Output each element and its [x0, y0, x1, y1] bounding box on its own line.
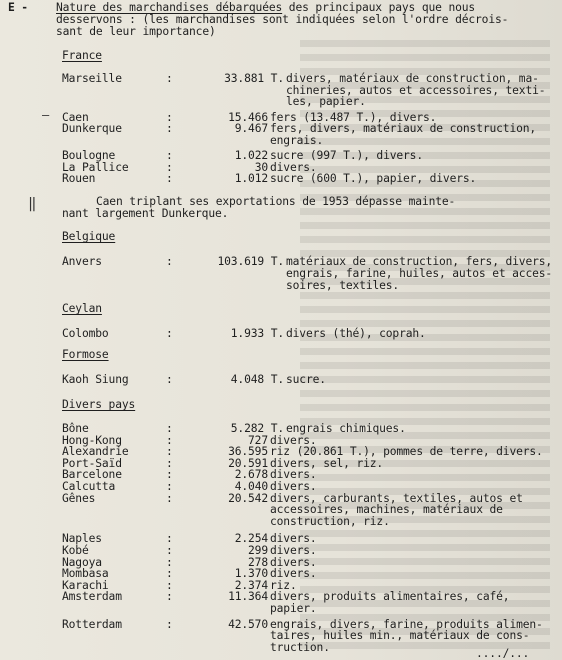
quantity: 1.022: [234, 149, 268, 162]
goods-description: accessoires, machines, matériaux de: [270, 503, 503, 517]
quantity: 42.570: [228, 617, 268, 631]
quantity: 2.678: [234, 468, 268, 482]
separator: :: [166, 590, 173, 604]
goods-description: divers, produits alimentaires, café,: [270, 590, 510, 604]
goods-description: papier.: [270, 602, 317, 615]
goods-description: divers, matériaux de construction, ma-: [286, 72, 539, 85]
quantity: 278: [248, 555, 268, 569]
goods-description: divers.: [270, 567, 317, 581]
port-name: Colombo: [62, 327, 109, 340]
goods-description: riz.: [270, 578, 297, 592]
separator: :: [166, 122, 173, 135]
port-name: Mombasa: [62, 567, 109, 581]
france-note-line-1: Caen triplant ses exportations de 1953 dépasse mainte-: [96, 195, 456, 208]
separator: :: [166, 373, 173, 386]
goods-description: sucre (997 T.), divers.: [270, 149, 423, 162]
separator: :: [166, 491, 173, 505]
port-name: Kobé: [62, 544, 89, 557]
port-name: Barcelone: [62, 468, 122, 482]
quantity: 15.466: [228, 110, 268, 124]
separator: :: [166, 617, 173, 631]
quantity: 2.374: [234, 578, 268, 592]
goods-description: divers.: [270, 160, 317, 174]
header-title-rest: des principaux pays que nous: [282, 1, 476, 14]
separator: :: [166, 532, 173, 546]
quantity: 30: [254, 160, 268, 174]
header-line-3: sant de leur importance): [56, 25, 216, 38]
quantity: 36.595: [228, 445, 268, 459]
goods-description: divers.: [270, 544, 317, 557]
quantity: 20.591: [228, 456, 268, 470]
separator: :: [166, 567, 173, 581]
goods-description: divers.: [270, 468, 317, 482]
quantity: 4.048 T.: [230, 373, 284, 386]
separator: :: [166, 544, 173, 557]
goods-description: truction.: [270, 640, 330, 654]
goods-description: divers (thé), coprah.: [286, 327, 426, 340]
separator: :: [166, 160, 173, 174]
port-name: Gênes: [62, 491, 96, 505]
quantity: 33.881 T.: [224, 72, 284, 85]
port-name: Amsterdam: [62, 590, 122, 604]
goods-description: divers.: [270, 480, 317, 493]
port-name: Kaoh Siung: [62, 373, 129, 386]
header-title: Nature des marchandises débarquées: [56, 1, 283, 14]
port-name: Dunkerque: [62, 122, 122, 135]
section-heading-belgique: Belgique: [62, 230, 116, 243]
quantity: 1.012: [234, 172, 268, 185]
port-name: Boulogne: [62, 149, 116, 162]
separator: :: [166, 445, 173, 459]
section-marker: E -: [8, 1, 28, 14]
margin-dash-mark: —: [42, 108, 50, 122]
quantity: 727: [248, 433, 268, 447]
separator: :: [166, 433, 173, 447]
goods-description: engrais chimiques.: [286, 422, 406, 435]
port-name: Rouen: [62, 172, 96, 185]
goods-description: divers, sel, riz.: [270, 456, 384, 470]
separator: :: [166, 255, 173, 268]
port-name: Karachi: [62, 578, 109, 592]
quantity: 1.933 T.: [230, 327, 284, 340]
port-name: Anvers: [62, 255, 102, 268]
goods-description: taires, huiles min., matériaux de cons-: [270, 629, 530, 643]
header-line-2: desservons : (les marchandises sont indiquées selon l'ordre décrois-: [56, 13, 509, 26]
goods-description: construction, riz.: [270, 514, 390, 528]
quantity: 4.040: [234, 480, 268, 493]
separator: :: [166, 578, 173, 592]
port-name: Alexandrie: [62, 445, 129, 459]
goods-description: divers.: [270, 532, 317, 546]
separator: :: [166, 327, 173, 340]
port-name: Marseille: [62, 72, 122, 85]
quantity: 103.619 T.: [217, 255, 284, 268]
goods-description: sucre (600 T.), papier, divers.: [270, 172, 477, 185]
separator: :: [166, 555, 173, 569]
goods-description: divers.: [270, 555, 317, 569]
goods-description: sucre.: [286, 373, 326, 386]
quantity: 11.364: [228, 590, 268, 604]
section-heading-divers: Divers pays: [62, 398, 136, 411]
goods-description: chineries, autos et accessoires, texti-: [286, 83, 546, 97]
quantity: 9.467: [234, 122, 268, 135]
margin-bracket-mark: ‖: [28, 196, 37, 212]
port-name: Rotterdam: [62, 617, 122, 631]
quantity: 1.370: [234, 567, 268, 581]
port-name: Naples: [62, 532, 102, 546]
port-name: Caen: [62, 110, 89, 124]
goods-description: engrais.: [270, 133, 324, 147]
goods-description: matériaux de construction, fers, divers,: [286, 255, 553, 268]
separator: :: [166, 456, 173, 470]
goods-description: soires, textiles.: [286, 279, 400, 292]
goods-description: fers (13.487 T.), divers.: [270, 110, 437, 124]
separator: :: [166, 468, 173, 482]
section-heading-france: France: [62, 49, 102, 62]
continuation-mark: ..../...: [476, 647, 530, 660]
port-name: Port-Saïd: [62, 456, 122, 470]
separator: :: [166, 422, 173, 435]
port-name: Nagoya: [62, 555, 102, 569]
goods-description: engrais, farine, huiles, autos et acces-: [286, 267, 553, 280]
port-name: La Pallice: [62, 160, 129, 174]
goods-description: engrais, divers, farine, produits alimen-: [270, 617, 543, 631]
separator: :: [166, 149, 173, 162]
separator: :: [166, 110, 173, 124]
separator: :: [166, 480, 173, 493]
separator: :: [166, 72, 173, 85]
goods-description: les, papier.: [286, 95, 366, 108]
quantity: 299: [248, 544, 268, 557]
section-heading-ceylan: Ceylan: [62, 302, 102, 315]
port-name: Bône: [62, 422, 89, 435]
france-note-line-2: nant largement Dunkerque.: [62, 207, 229, 220]
port-name: Hong-Kong: [62, 433, 122, 447]
quantity: 5.282 T.: [230, 422, 284, 435]
goods-description: riz (20.861 T.), pommes de terre, divers.: [270, 445, 543, 459]
goods-description: divers, carburants, textiles, autos et: [270, 491, 523, 505]
quantity: 20.542: [228, 491, 268, 505]
port-name: Calcutta: [62, 480, 116, 493]
quantity: 2.254: [234, 532, 268, 546]
separator: :: [166, 172, 173, 185]
goods-description: fers, divers, matériaux de construction,: [270, 122, 537, 135]
goods-description: divers.: [270, 433, 317, 447]
section-heading-formose: Formose: [62, 348, 109, 361]
